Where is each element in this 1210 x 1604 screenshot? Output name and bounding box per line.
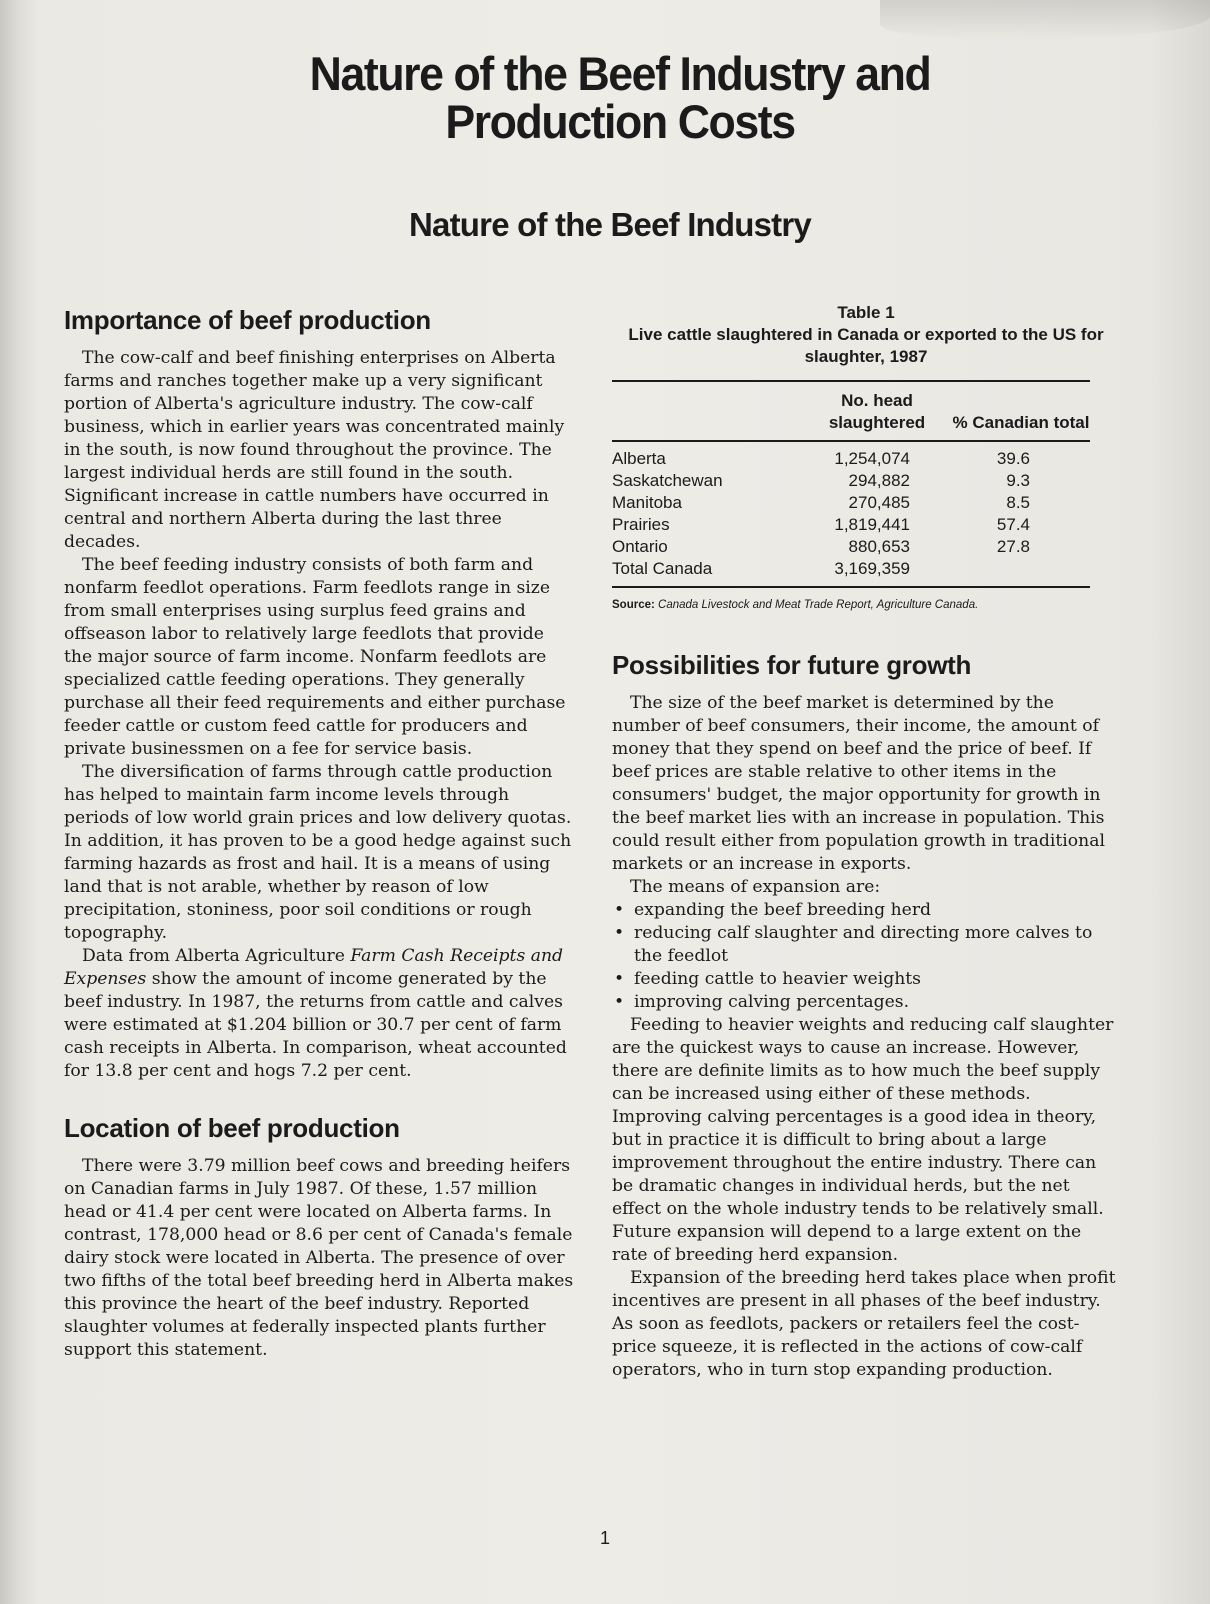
bullet-icon: • [614,969,625,989]
bullet-icon: • [614,923,625,943]
region-cell: Prairies [612,515,670,534]
head-cell: 1,819,441 [834,515,910,534]
section-title: Nature of the Beef Industry [409,206,811,243]
bullet-icon: • [614,992,625,1012]
region-cell: Manitoba [612,493,682,512]
region-cell: Total Canada [612,558,802,587]
percent-cell: 9.3 [1006,471,1030,490]
growth-heading: Possibilities for future growth [612,650,972,680]
head-cell: 294,882 [848,471,910,490]
percent-cell [952,558,1090,587]
table-caption: Live cattle slaughtered in Canada or exported to the US for slaughter, 1987 [628,325,1104,366]
head-cell: 3,169,359 [802,558,952,587]
list-item: • improving calving percentages. [614,992,910,1012]
location-heading: Location of beef production [64,1113,400,1143]
head-count-header: No. head slaughtered [802,381,952,441]
slaughter-table [612,380,1090,588]
table-row [612,441,1090,470]
left-column [64,305,574,1362]
right-column [612,302,1120,1382]
publication-title: Farm Cash Receipts and Expenses [64,946,564,989]
percent-cell: 27.8 [996,537,1030,556]
table-source [612,598,1120,612]
table-header-row [612,381,1090,441]
means-list [612,899,1120,1014]
source-label: Source: [612,599,655,611]
percent-header: % Canadian total [952,381,1090,441]
growth-paragraph-2: Feeding to heavier weights and reducing calf slaughter are the quickest ways to cause an increase. However, there are definite limits as to how much the beef supply can be increased using either of these methods. Improving calving percentages is a good idea in theory, but in practice it is difficult to bring about a large improvement throughout the entire industry. There can be dramatic changes in individual herds, but the net effect on the whole industry tends to be relatively small. Future expansion will depend to a large extent on the rate of breeding herd expansion. [612,1015,1114,1265]
importance-paragraph-2: The beef feeding industry consists of both farm and nonfarm feedlot operations. Farm feedlots range in size from small enterprises using surplus feed grains and offseason labor to relatively large feedlots that provide the major source of farm income. Nonfarm feedlots are specialized cattle feeding operations. They generally purchase all their feed requirements and either purchase feeder cattle or custom feed cattle for producers and private businessmen on a fee for service basis. [64,555,566,759]
growth-paragraph-3: Expansion of the breeding herd takes place when profit incentives are present in all phases of the beef industry. As soon as feedlots, packers or retailers feel the cost-price squeeze, it is reflected in the actions of cow-calf operators, who in turn stop expanding production. [612,1268,1116,1380]
importance-paragraph-1: The cow-calf and beef finishing enterprises on Alberta farms and ranches together make up a very significant portion of Alberta's agriculture industry. The cow-calf business, which in earlier years was concentrated mainly in the south, is now found throughout the province. The largest individual herds are still found in the south. Significant increase in cattle numbers have occurred in central and northern Alberta during the last three decades. [64,348,565,552]
head-cell: 880,653 [848,537,910,556]
list-item: • expanding the beef breeding herd [614,900,932,920]
head-cell: 270,485 [848,493,910,512]
location-paragraph-1: There were 3.79 million beef cows and breeding heifers on Canadian farms in July 1987. Of these, 1.57 million head or 41.4 per cent were located on Alberta farms. In contrast, 178,000 head or 8.6 per cent of Canada's female dairy stock were located in Alberta. The presence of over two fifths of the total beef breeding herd in Alberta makes this province the heart of the beef industry. Reported slaughter volumes at federally inspected plants further support this statement. [64,1156,574,1360]
region-cell: Saskatchewan [612,471,723,490]
table-row [612,558,1090,587]
page-shadow [880,0,1210,40]
importance-heading: Importance of beef production [64,305,431,335]
table-1 [612,302,1120,612]
percent-cell: 39.6 [996,449,1030,468]
list-item: • reducing calf slaughter and directing more calves to the feedlot [614,923,1093,966]
p4-rest: show the amount of income generated by the beef industry. In 1987, the returns from cattle and calves were estimated at $1.204 billion or 30.7 per cent of farm cash receipts in Alberta. In comparison, wheat accounted for 13.8 per cent and hogs 7.2 per cent. [64,969,567,1081]
percent-cell: 57.4 [996,515,1030,534]
importance-paragraph-3: The diversification of farms through cattle production has helped to maintain farm income levels through periods of low world grain prices and low delivery quotas. In addition, it has proven to be a good hedge against such farming hazards as frost and hail. It is a means of using land that is not arable, whether by reason of low precipitation, stoniness, poor soil conditions or rough topography. [64,762,572,943]
table-row [612,470,1090,492]
importance-paragraph-4 [64,945,574,1083]
means-intro: The means of expansion are: [630,877,881,897]
source-text: Canada Livestock and Meat Trade Report, Agriculture Canada. [658,599,979,611]
region-header [612,381,802,441]
list-item: • feeding cattle to heavier weights [614,969,922,989]
p4-lead: Data from Alberta Agriculture [82,946,351,966]
table-row [612,514,1090,536]
head-cell: 1,254,074 [834,449,910,468]
table-row [612,492,1090,514]
page-title: Nature of the Beef Industry and Production Costs [309,47,931,148]
region-cell: Alberta [612,449,666,468]
region-cell: Ontario [612,537,668,556]
percent-cell: 8.5 [1006,493,1030,512]
page-number: 1 [599,1528,610,1548]
bullet-icon: • [614,900,625,920]
table-number: Table 1 [837,303,895,322]
growth-paragraph-1: The size of the beef market is determined by the number of beef consumers, their income, the amount of money that they spend on beef and the price of beef. If beef prices are stable relative to other items in the consumers' budget, the major opportunity for growth in the beef market lies with an increase in population. This could result either from population growth in traditional markets or an increase in exports. [612,693,1105,874]
table-row [612,536,1090,558]
